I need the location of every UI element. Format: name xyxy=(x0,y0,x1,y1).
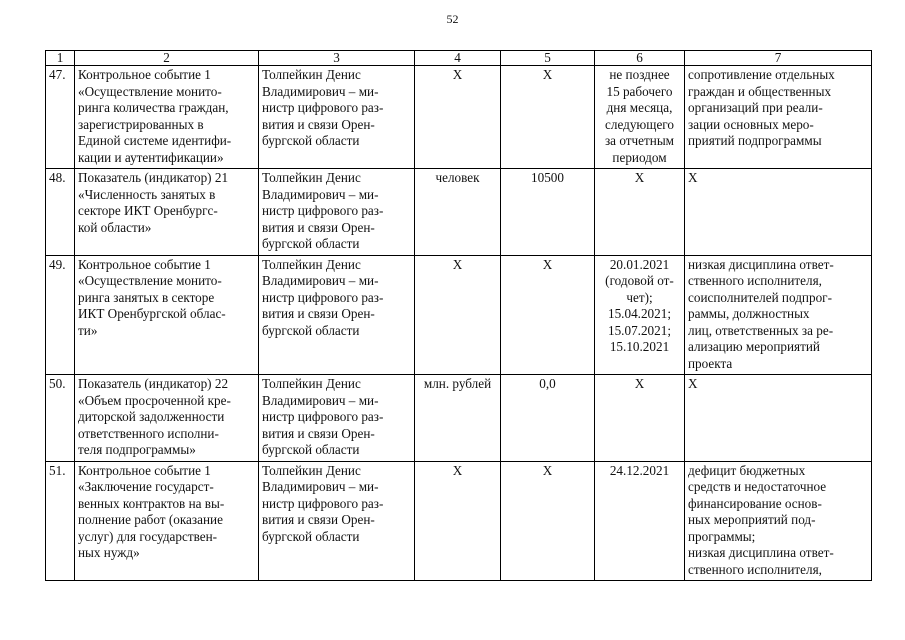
event-name-cell xyxy=(75,66,259,169)
cell-text-line: 20.01.2021 xyxy=(609,256,670,272)
cell-text-line: Толпейкин Денис xyxy=(262,376,361,391)
cell-text-line: секторе ИКТ Оренбургс- xyxy=(78,203,218,218)
cell-text-line: нистр цифрового раз- xyxy=(262,289,384,305)
event-name-cell xyxy=(75,375,259,462)
cell-text-line: (годовой от- xyxy=(605,273,674,288)
cell-text-line: бургской области xyxy=(262,528,360,544)
risks-cell xyxy=(685,255,872,375)
deadline-cell xyxy=(595,169,685,256)
table-header xyxy=(46,51,872,66)
cell-text-line: ти» xyxy=(78,322,98,338)
cell-text-line: зации основных меро- xyxy=(688,116,814,132)
cell-text-line: нистр цифрового раз- xyxy=(262,203,384,218)
cell-text-line: низкая дисциплина ответ- xyxy=(688,545,834,560)
cell-text-line: нистр цифрового раз- xyxy=(262,100,384,115)
cell-text-line: Показатель (индикатор) 22 xyxy=(78,376,229,391)
row-number-cell: 48. xyxy=(46,169,75,256)
value-cell: X xyxy=(501,66,595,169)
risks-cell xyxy=(685,461,872,581)
event-name-cell xyxy=(75,255,259,375)
cell-text-line: Владимирович – ми- xyxy=(262,83,379,99)
event-name-cell xyxy=(75,461,259,581)
cell-text-line: X xyxy=(634,170,645,185)
cell-text-line: Толпейкин Денис xyxy=(262,170,361,185)
unit-cell: человек xyxy=(415,169,501,256)
cell-text-line: ных нужд» xyxy=(78,545,140,560)
cell-text-line: нистр цифрового раз- xyxy=(262,409,384,424)
responsible-person-cell xyxy=(259,375,415,462)
column-header: 6 xyxy=(595,51,685,66)
cell-text-line: бургской области xyxy=(262,322,360,338)
cell-text-line: вития и связи Орен- xyxy=(262,306,375,321)
cell-text-line: лиц, ответственных за ре- xyxy=(688,322,834,338)
row-number-cell: 51. xyxy=(46,461,75,581)
cell-text-line: 24.12.2021 xyxy=(609,462,670,478)
cell-text-line: «Осуществление монито- xyxy=(78,273,222,288)
cell-text-line: сопротивление отдельных xyxy=(688,67,835,82)
cell-text-line: Показатель (индикатор) 21 xyxy=(78,170,229,185)
responsible-person-cell xyxy=(259,169,415,256)
cell-text-line: Владимирович – ми- xyxy=(262,392,379,408)
page-number: 52 xyxy=(446,12,459,26)
cell-text-line: не позднее xyxy=(609,67,670,82)
cell-text-line: вития и связи Орен- xyxy=(262,425,375,441)
cell-text-line: «Численность занятых в xyxy=(78,186,216,202)
value-cell: 10500 xyxy=(501,169,595,256)
row-number-cell: 49. xyxy=(46,255,75,375)
cell-text-line: Толпейкин Денис xyxy=(262,462,361,478)
cell-text-line: Контрольное событие 1 xyxy=(78,256,211,272)
cell-text-line: организаций при реали- xyxy=(688,100,823,115)
cell-text-line: средств и недостаточное xyxy=(688,479,827,494)
value-cell: X xyxy=(501,255,595,375)
cell-text-line: 15 рабочего xyxy=(606,83,673,99)
cell-text-line: соисполнителей подпрог- xyxy=(688,289,832,305)
cell-text-line: вития и связи Орен- xyxy=(262,219,375,235)
deadline-cell xyxy=(595,66,685,169)
cell-text-line: 15.07.2021; xyxy=(607,322,671,338)
cell-text-line: 15.04.2021; xyxy=(607,306,671,321)
cell-text-line: X xyxy=(688,376,698,391)
cell-text-line: 15.10.2021 xyxy=(609,339,670,354)
cell-text-line: Контрольное событие 1 xyxy=(78,67,211,82)
cell-text-line: теля подпрограммы» xyxy=(78,442,196,457)
cell-text-line: ринга занятых в секторе xyxy=(78,289,215,305)
cell-text-line: ственного исполнителя, xyxy=(688,561,822,577)
cell-text-line: Владимирович – ми- xyxy=(262,479,379,494)
column-header: 3 xyxy=(259,51,415,66)
deadline-cell xyxy=(595,375,685,462)
risks-cell xyxy=(685,375,872,462)
unit-cell: X xyxy=(415,66,501,169)
cell-text-line: бургской области xyxy=(262,133,360,148)
table-row xyxy=(46,255,872,375)
cell-text-line: вития и связи Орен- xyxy=(262,116,375,132)
cell-text-line: граждан и общественных xyxy=(688,83,832,99)
cell-text-line: кации и аутентификации» xyxy=(78,149,224,165)
row-number-cell: 47. xyxy=(46,66,75,169)
cell-text-line: приятий подпрограммы xyxy=(688,133,822,148)
cell-text-line: за отчетным xyxy=(604,133,675,148)
event-name-cell xyxy=(75,169,259,256)
cell-text-line: «Объем просроченной кре- xyxy=(78,392,231,408)
cell-text-line: Контрольное событие 1 xyxy=(78,462,211,478)
unit-cell: X xyxy=(415,255,501,375)
cell-text-line: «Заключение государст- xyxy=(78,479,214,494)
cell-text-line: X xyxy=(634,376,645,391)
cell-text-line: программы; xyxy=(688,528,756,544)
responsible-person-cell xyxy=(259,255,415,375)
cell-text-line: нистр цифрового раз- xyxy=(262,495,384,511)
cell-text-line: дня месяца, xyxy=(606,100,673,115)
table-row xyxy=(46,66,872,169)
cell-text-line: X xyxy=(688,170,698,185)
cell-text-line: Владимирович – ми- xyxy=(262,186,379,202)
risks-cell xyxy=(685,169,872,256)
cell-text-line: ответственного исполни- xyxy=(78,425,219,441)
table-row xyxy=(46,169,872,256)
cell-text-line: диторской задолженности xyxy=(78,409,225,424)
row-number-cell: 50. xyxy=(46,375,75,462)
table-body xyxy=(46,66,872,581)
cell-text-line: полнение работ (оказание xyxy=(78,512,223,527)
cell-text-line: вития и связи Орен- xyxy=(262,512,375,527)
header-row xyxy=(46,51,872,66)
column-header: 5 xyxy=(501,51,595,66)
responsible-person-cell xyxy=(259,461,415,581)
cell-text-line: «Осуществление монито- xyxy=(78,83,222,99)
cell-text-line: Толпейкин Денис xyxy=(262,67,361,82)
unit-cell: млн. рублей xyxy=(415,375,501,462)
cell-text-line: чет); xyxy=(626,289,653,305)
cell-text-line: бургской области xyxy=(262,442,360,457)
cell-text-line: Единой системе идентифи- xyxy=(78,133,232,148)
deadline-cell xyxy=(595,461,685,581)
column-header: 4 xyxy=(415,51,501,66)
cell-text-line: ИКТ Оренбургской облас- xyxy=(78,306,226,321)
cell-text-line: ализацию мероприятий xyxy=(688,339,820,354)
cell-text-line: следующего xyxy=(605,116,674,132)
monitoring-table xyxy=(45,50,872,581)
deadline-cell xyxy=(595,255,685,375)
cell-text-line: венных контрактов на вы- xyxy=(78,495,225,511)
cell-text-line: Толпейкин Денис xyxy=(262,256,361,272)
cell-text-line: финансирование основ- xyxy=(688,495,822,511)
unit-cell: X xyxy=(415,461,501,581)
cell-text-line: ственного исполнителя, xyxy=(688,273,822,288)
table-row xyxy=(46,461,872,581)
cell-text-line: кой области» xyxy=(78,219,152,235)
cell-text-line: ных мероприятий под- xyxy=(688,512,816,527)
cell-text-line: дефицит бюджетных xyxy=(688,462,806,478)
responsible-person-cell xyxy=(259,66,415,169)
cell-text-line: раммы, должностных xyxy=(688,306,810,321)
column-header: 7 xyxy=(685,51,872,66)
cell-text-line: проекта xyxy=(688,355,733,371)
cell-text-line: бургской области xyxy=(262,236,360,251)
cell-text-line: ринга количества граждан, xyxy=(78,100,229,115)
table-row xyxy=(46,375,872,462)
cell-text-line: услуг) для государствен- xyxy=(78,528,218,544)
value-cell: X xyxy=(501,461,595,581)
cell-text-line: низкая дисциплина ответ- xyxy=(688,256,834,272)
risks-cell xyxy=(685,66,872,169)
cell-text-line: периодом xyxy=(612,149,667,165)
cell-text-line: зарегистрированных в xyxy=(78,116,204,132)
column-header: 2 xyxy=(75,51,259,66)
column-header: 1 xyxy=(46,51,75,66)
value-cell: 0,0 xyxy=(501,375,595,462)
cell-text-line: Владимирович – ми- xyxy=(262,273,379,288)
